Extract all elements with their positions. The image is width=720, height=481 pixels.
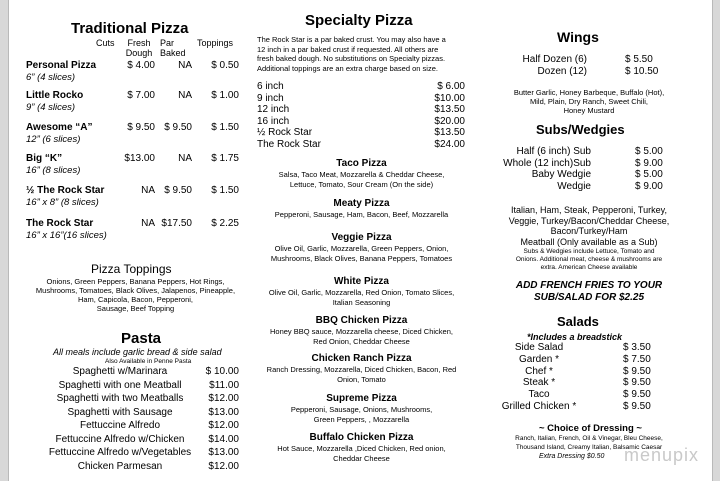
subs-types: [479, 205, 699, 247]
header-fresh-line2: Dough: [125, 48, 153, 58]
pizza-item-topping-price: $ 1.00: [211, 90, 239, 101]
size-price: $20.00: [434, 115, 465, 127]
wings-title: Wings: [557, 29, 599, 45]
size-name: ½ Rock Star: [257, 127, 313, 138]
pasta-item-name: Fettuccine Alfredo w/Chicken: [55, 433, 185, 445]
specialty-pizza-desc: Red Onion, Cheddar Cheese: [313, 337, 410, 346]
salad-item-price: $ 9.50: [623, 377, 651, 389]
wings-sauces: [479, 88, 699, 115]
specialty-pizza-desc: Pepperoni, Sausage, Onions, Mushrooms,: [290, 405, 433, 414]
sauce-line: Butter Garlic, Honey Barbeque, Buffalo (Hot),: [513, 88, 665, 97]
intro-line: The Rock Star is a par baked crust. You may also have a: [257, 35, 446, 44]
pizza-toppings-title: Pizza Toppings: [91, 262, 172, 276]
salad-item-price: $ 9.50: [623, 389, 651, 401]
salad-item-name: Steak *: [522, 377, 556, 389]
pizza-item-par-price: $17.50: [161, 218, 192, 229]
specialty-pizza-name: Meaty Pizza: [333, 198, 390, 209]
header-toppings: Toppings: [197, 38, 234, 48]
pasta-item-price: $12.00: [208, 460, 239, 472]
sub-type-line: Veggie, Turkey/Bacon/Cheddar Cheese,: [508, 215, 670, 226]
salad-item-name: Garden *: [518, 353, 560, 365]
sub-note-line: extra. American Cheese available: [540, 264, 638, 271]
salads-title: Salads: [557, 314, 599, 329]
pizza-item-par-price: $ 9.50: [164, 185, 192, 196]
salad-item-name: Side Salad: [514, 342, 564, 353]
sauce-line: Honey Mustard: [563, 106, 615, 115]
pizza-item-topping-price: $ 0.50: [211, 60, 239, 71]
salad-item-price: $ 9.50: [623, 365, 651, 377]
sub-item-name: Whole (12 inch)Sub: [503, 157, 591, 169]
sub-item-name: Baby Wedgie: [531, 169, 591, 180]
pizza-item-slices: 12” (6 slices): [26, 134, 81, 145]
size-price: $ 6.00: [437, 81, 465, 92]
specialty-pizza-desc: Pepperoni, Sausage, Ham, Bacon, Beef, Mozzarella: [274, 210, 449, 219]
pizza-item-fresh-price: $ 4.00: [127, 60, 155, 71]
specialty-pizza-desc: Olive Oil, Garlic, Mozzarella, Green Peppers, Onion,: [274, 244, 449, 253]
header-fresh: [119, 38, 159, 58]
sub-item-price: $ 9.00: [635, 180, 663, 192]
sub-item-price: $ 9.00: [635, 157, 663, 169]
pizza-item-par-price: $ 9.50: [164, 122, 192, 133]
subs-notes: [479, 248, 699, 272]
specialty-pizza-name: Taco Pizza: [336, 158, 387, 169]
pizza-item-name: ½ The Rock Star: [26, 185, 105, 196]
sub-note-line: Onions. Additional meat, cheese & mushrooms are: [515, 256, 663, 263]
fries-line: SUB/SALAD FOR $2.25: [533, 292, 645, 303]
header-par-line1: Par: [160, 38, 175, 48]
size-name: 12 inch: [257, 104, 290, 115]
pizza-item-topping-price: $ 1.50: [211, 122, 239, 133]
dressing-line: Thousand Island, Creamy Italian, Balsamic Caesar: [515, 443, 663, 451]
toppings-line: Ham, Capicola, Bacon, Pepperoni,: [77, 295, 194, 304]
salad-item-name: Taco: [528, 389, 550, 401]
specialty-pizza-desc: Green Peppers, , Mozzarella: [313, 415, 410, 424]
add-fries-note: [479, 280, 699, 304]
header-fresh-line1: Fresh: [127, 38, 151, 48]
pasta-item-name: Fettuccine Alfredo: [79, 420, 161, 431]
traditional-pizza-title: Traditional Pizza: [71, 20, 189, 37]
pasta-item-name: Spaghetti with Sausage: [67, 406, 173, 418]
header-par-line2: Baked: [160, 48, 186, 58]
menu-page: [8, 0, 713, 481]
pasta-note: All meals include garlic bread & side salad: [53, 347, 222, 357]
pizza-item-par-price: NA: [178, 60, 192, 71]
sub-type-line: Bacon/Turkey/Ham: [550, 226, 628, 236]
wings-item-name: Dozen (12): [537, 66, 587, 77]
pizza-item-fresh-price: $13.00: [124, 153, 155, 164]
subs-title: Subs/Wedgies: [536, 122, 625, 137]
pizza-item-topping-price: $ 2.25: [211, 218, 239, 229]
toppings-line: Sausage, Beef Topping: [96, 304, 175, 313]
size-price: $10.00: [434, 92, 465, 104]
pizza-item-topping-price: $ 1.75: [211, 153, 239, 164]
specialty-pizza-desc: Olive Oil, Garlic, Mozzarella, Red Onion, Tomato Slices,: [268, 288, 455, 297]
specialty-pizza-name: White Pizza: [333, 276, 389, 287]
specialty-pizza-desc: Onion, Tomato: [337, 375, 386, 384]
specialty-pizza-desc: Honey BBQ sauce, Mozzarella cheese, Diced Chicken,: [269, 327, 453, 336]
specialty-pizza-name: Chicken Ranch Pizza: [311, 353, 412, 364]
sub-item-name: Wedgie: [557, 180, 591, 192]
salad-item-price: $ 3.50: [623, 342, 651, 353]
specialty-pizza-desc: Hot Sauce, Mozzarella ,Diced Chicken, Red onion,: [277, 444, 446, 453]
pasta-item-price: $13.00: [208, 447, 239, 458]
sub-type-line: Meatball (Only available as a Sub): [520, 236, 658, 247]
dressing-line: Ranch, Italian, French, Oil & Vinegar, Bleu Cheese,: [515, 435, 663, 442]
pasta-item-name: Fettuccine Alfredo w/Vegetables: [48, 447, 192, 458]
intro-line: fresh baked dough. No substitutions on Specialty pizzas.: [257, 54, 446, 63]
pasta-item-price: $ 10.00: [205, 366, 239, 377]
pizza-item-par-price: NA: [178, 153, 192, 164]
intro-line: 12 inch in a par baked crust if requested. All others are: [257, 44, 439, 54]
pizza-item-name: Big “K”: [26, 153, 63, 164]
specialty-pizza-desc: Ranch Dressing, Mozzarella, Diced Chicken, Bacon, Red: [266, 365, 457, 374]
sub-item-price: $ 5.00: [635, 169, 663, 180]
pizza-item-slices: 16” x 16”(16 slices): [26, 230, 107, 241]
salads-subtitle: *Includes a breadstick: [527, 332, 623, 342]
pasta-item-name: Spaghetti w/Marinara: [72, 366, 168, 377]
header-cuts: Cuts: [96, 38, 115, 48]
sub-item-name: Half (6 inch) Sub: [516, 146, 591, 157]
pizza-item-slices: 9” (4 slices): [26, 102, 76, 113]
specialty-pizza-desc: Italian Seasoning: [332, 298, 391, 307]
pasta-note2: Also Available in Penne Pasta: [105, 358, 192, 365]
specialty-pizza-title: Specialty Pizza: [305, 12, 413, 29]
salad-item-name: Chef *: [525, 365, 553, 377]
pizza-item-slices: 16” (8 slices): [26, 165, 81, 176]
intro-line: Additional toppings are an extra charge based on size.: [257, 63, 438, 73]
pizza-item-name: Awesome “A”: [26, 122, 93, 133]
pizza-toppings-list: [23, 277, 248, 313]
pizza-item-topping-price: $ 1.50: [211, 185, 239, 196]
specialty-pizza-desc: Mushrooms, Black Olives, Banana Peppers, Tomatoes: [270, 254, 453, 263]
pasta-item-name: Spaghetti with two Meatballs: [56, 393, 184, 404]
pasta-item-price: $13.00: [208, 406, 239, 418]
sub-item-price: $ 5.00: [635, 146, 663, 157]
specialty-intro: [257, 35, 446, 73]
size-price: $24.00: [434, 138, 465, 150]
pizza-item-fresh-price: NA: [141, 218, 155, 229]
pizza-item-name: Little Rocko: [26, 90, 84, 101]
specialty-pizza-name: Veggie Pizza: [331, 232, 392, 243]
pizza-item-slices: 16” x 8” (8 slices): [26, 197, 99, 208]
pasta-item-name: Chicken Parmesan: [77, 460, 163, 472]
sauce-line: Mild, Plain, Dry Ranch, Sweet Chili,: [530, 97, 648, 106]
wings-item-name: Half Dozen (6): [522, 54, 587, 65]
watermark-logo: menupix: [624, 445, 700, 465]
specialty-pizza-desc: Lettuce, Tomato, Sour Cream (On the side): [289, 180, 434, 189]
pasta-item-price: $12.00: [208, 393, 239, 404]
pizza-item-par-price: NA: [178, 90, 192, 101]
pizza-item-fresh-price: $ 7.00: [127, 90, 155, 101]
fries-line: ADD FRENCH FRIES TO YOUR: [515, 280, 663, 291]
wings-item-price: $ 10.50: [625, 66, 659, 77]
toppings-line: Mushrooms, Tomatoes, Black Olives, Jalapenos, Pineapple,: [35, 286, 236, 295]
pizza-item-name: The Rock Star: [26, 218, 94, 229]
header-par: [160, 38, 186, 58]
pizza-item-slices: 6” (4 slices): [26, 72, 76, 83]
pasta-item-name: Spaghetti with one Meatball: [58, 379, 182, 391]
sub-type-line: Italian, Ham, Steak, Pepperoni, Turkey,: [511, 205, 667, 215]
pasta-item-price: $12.00: [208, 420, 239, 431]
specialty-pizza-name: BBQ Chicken Pizza: [315, 315, 408, 326]
size-name: 9 inch: [257, 92, 284, 104]
dressing-title: ~ Choice of Dressing ~: [539, 423, 642, 434]
specialty-pizza-desc: Salsa, Taco Meat, Mozzarella & Cheddar Cheese,: [278, 170, 445, 179]
pizza-item-fresh-price: $ 9.50: [127, 122, 155, 133]
pizza-item-fresh-price: NA: [141, 185, 155, 196]
salad-item-price: $ 9.50: [623, 401, 651, 412]
salad-item-name: Grilled Chicken *: [501, 401, 577, 412]
specialty-pizza-name: Buffalo Chicken Pizza: [309, 432, 414, 443]
pasta-item-price: $11.00: [209, 379, 239, 391]
size-name: 6 inch: [257, 81, 284, 92]
sub-note-line: Subs & Wedgies include Lettuce, Tomato and: [523, 248, 655, 255]
size-price: $13.50: [434, 104, 465, 115]
extra-dressing: Extra Dressing $0.50: [539, 453, 605, 460]
specialty-pizza-name: Supreme Pizza: [326, 393, 397, 404]
size-price: $13.50: [434, 127, 465, 138]
size-name: The Rock Star: [257, 138, 321, 150]
toppings-line: Onions, Green Peppers, Banana Peppers, Hot Rings,: [46, 277, 225, 286]
wings-item-price: $ 5.50: [625, 54, 653, 65]
salad-item-price: $ 7.50: [623, 353, 651, 365]
size-name: 16 inch: [257, 115, 290, 127]
pasta-item-price: $14.00: [208, 433, 239, 445]
specialty-pizza-desc: Cheddar Cheese: [333, 454, 390, 463]
pasta-title: Pasta: [121, 330, 162, 347]
pizza-item-name: Personal Pizza: [26, 60, 97, 71]
